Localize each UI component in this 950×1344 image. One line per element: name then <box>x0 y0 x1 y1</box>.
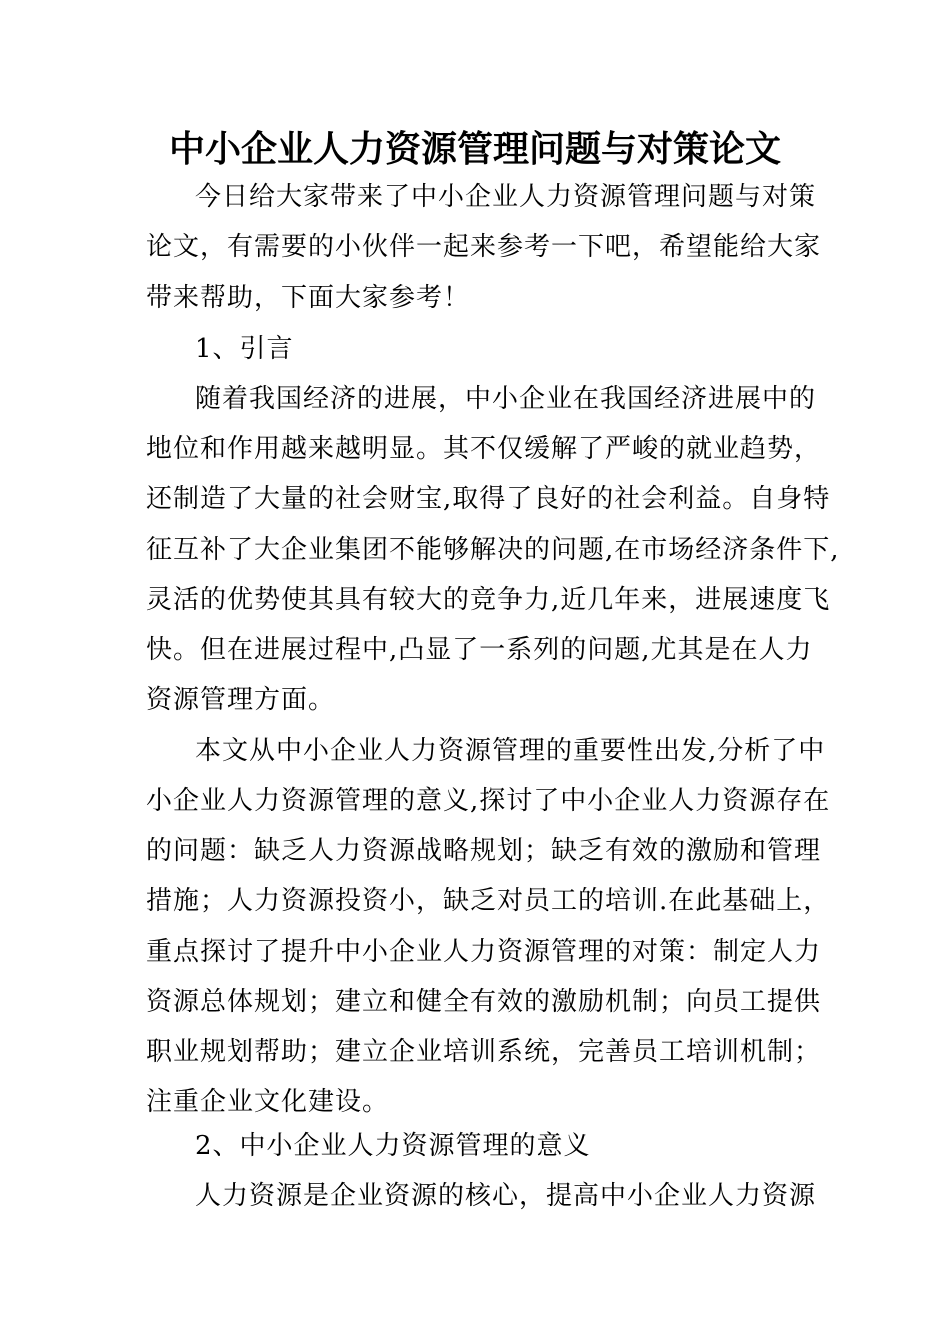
paragraph-line: 小企业人力资源管理的意义,探讨了中小企业人力资源存在 <box>146 786 831 816</box>
section-heading: 1、引言 <box>195 334 294 364</box>
paragraph-line: 职业规划帮助；建立企业培训系统，完善员工培训机制； <box>146 1037 822 1067</box>
document-title: 中小企业人力资源管理问题与对策论文 <box>168 128 781 170</box>
paragraph-line: 资源总体规划；建立和健全有效的激励机制；向员工提供 <box>146 987 822 1017</box>
paragraph-line: 快。但在进展过程中,凸显了一系列的问题,尤其是在人力 <box>146 635 813 665</box>
paragraph-line: 征互补了大企业集团不能够解决的问题,在市场经济条件下, <box>146 535 840 565</box>
paragraph-line: 灵活的优势使其具有较大的竞争力,近几年来，进展速度飞 <box>146 585 831 615</box>
paragraph-line: 带来帮助，下面大家参考！ <box>146 283 471 313</box>
paragraph-line: 还制造了大量的社会财宝,取得了良好的社会利益。自身特 <box>146 484 831 514</box>
paragraph-line: 论文，有需要的小伙伴一起来参考一下吧，希望能给大家 <box>146 232 822 262</box>
paragraph-line: 今日给大家带来了中小企业人力资源管理问题与对策 <box>195 182 817 212</box>
paragraph-line: 重点探讨了提升中小企业人力资源管理的对策：制定人力 <box>146 937 822 967</box>
section-heading: 2、中小企业人力资源管理的意义 <box>195 1131 591 1161</box>
paragraph-line: 的问题：缺乏人力资源战略规划；缺乏有效的激励和管理 <box>146 836 822 866</box>
paragraph-line: 资源管理方面。 <box>146 685 336 715</box>
paragraph-line: 措施；人力资源投资小，缺乏对员工的培训.在此基础上， <box>146 886 831 916</box>
paragraph-line: 随着我国经济的进展，中小企业在我国经济进展中的 <box>195 384 817 414</box>
paragraph-line: 人力资源是企业资源的核心，提高中小企业人力资源 <box>195 1181 817 1211</box>
paragraph-line: 地位和作用越来越明显。其不仅缓解了严峻的就业趋势， <box>146 434 822 464</box>
paragraph-line: 注重企业文化建设。 <box>146 1087 390 1117</box>
paragraph-line: 本文从中小企业人力资源管理的重要性出发,分析了中 <box>195 736 826 766</box>
